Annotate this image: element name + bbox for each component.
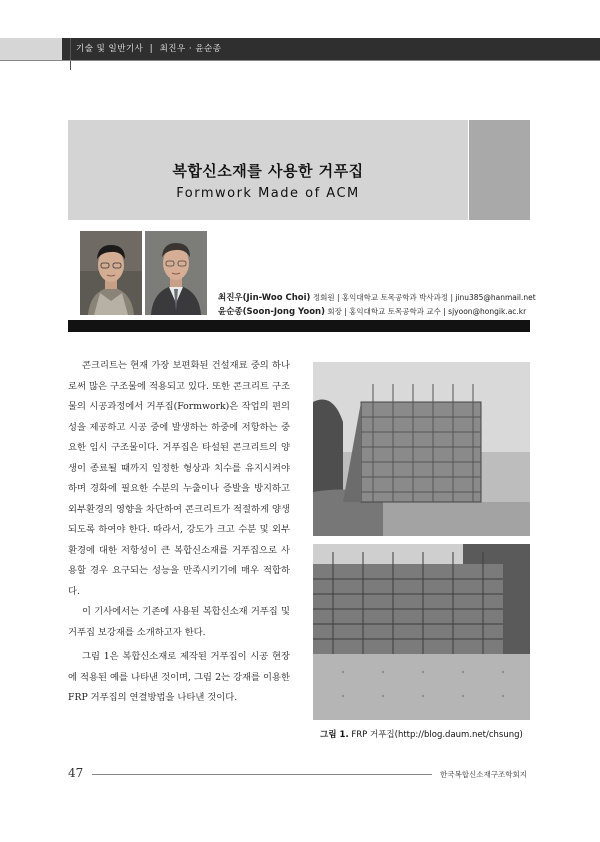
header-authors: 최진우 · 윤순종 — [159, 44, 222, 54]
body-paragraph-1: 콘크리트는 현재 가장 보편화된 건설재료 중의 하나로써 많은 구조물에 적용되고 있다. 또한 콘크리트 구조물의 시공과정에서 거푸집(Formwork)은 작업의 편의성을 제공하고 시공 중에 발생하는 하중에 저항하는 중요한 임시 구조물이다. 거푸집은 타설된 콘크리트의 양생이 종료될 때까지 일정한 형상과 치수를 유지시켜야 하며 경화에 필요한 수분의 누출이나 증발을 방지하고 외부환경의 영향을 차단하여 콘크리트가 적절하게 양생되도록 하여야 한다. 따라서, 강도가 크고 수분 및 외부 환경에 대한 저항성이 큰 복합신소재를 거푸집으로 사용할 경우 요구되는 성능을 만족시키기에 매우 적합하다. — [68, 360, 290, 597]
article-body — [68, 356, 290, 709]
body-paragraph-2: 이 기사에서는 기존에 사용된 복합신소재 거푸집 및 거푸집 보강재를 소개하고자 한다. — [68, 606, 290, 638]
author-photo-yoon — [145, 231, 207, 315]
figure-photo-formwork-wall — [313, 544, 530, 720]
running-header — [76, 38, 221, 60]
journal-name: 한국복합신소재구조학회지 — [440, 770, 527, 779]
author-name-1: 최진우(Jin-Woo Choi) — [218, 293, 311, 303]
article-title-english: Formwork Made of ACM — [176, 186, 360, 201]
figure-caption — [313, 728, 530, 740]
header-rule — [0, 60, 600, 61]
title-divider — [468, 120, 469, 220]
header-divider — [70, 38, 71, 70]
figure-caption-text: FRP 거푸집(http://blog.daum.net/chsung) — [351, 730, 523, 740]
author-photo-choi — [80, 231, 142, 315]
figure-label: 그림 1. — [320, 730, 349, 740]
body-paragraph-3: 그림 1은 복합신소재로 제작된 거푸집이 시공 현장에 적용된 예를 나타낸 것이며, 그림 2는 강재를 이용한 FRP 거푸집의 연결방법을 나타낸 것이다. — [68, 651, 290, 703]
footer-rule — [92, 774, 432, 775]
author-detail-2: 회장 | 홍익대학교 토목공학과 교수 | sjyoon@hongik.ac.kr — [327, 307, 527, 316]
header-accent-block — [0, 38, 62, 60]
title-bottom-band — [68, 320, 530, 332]
title-accent-panel — [468, 120, 530, 220]
author-detail-1: 정회원 | 홍익대학교 토목공학과 박사과정 | jinu385@hanmail.net — [312, 293, 536, 302]
author-name-2: 윤순종(Soon-Jong Yoon) — [218, 307, 325, 317]
author-info-1 — [218, 291, 536, 303]
figure-photo-formwork-site — [313, 362, 530, 536]
page-number: 47 — [68, 766, 84, 780]
header-section: 기술 및 일반기사 — [76, 44, 144, 54]
author-info-2 — [218, 305, 526, 317]
header-separator: | — [149, 44, 154, 54]
article-title-korean: 복합신소재를 사용한 거푸집 — [172, 162, 364, 180]
